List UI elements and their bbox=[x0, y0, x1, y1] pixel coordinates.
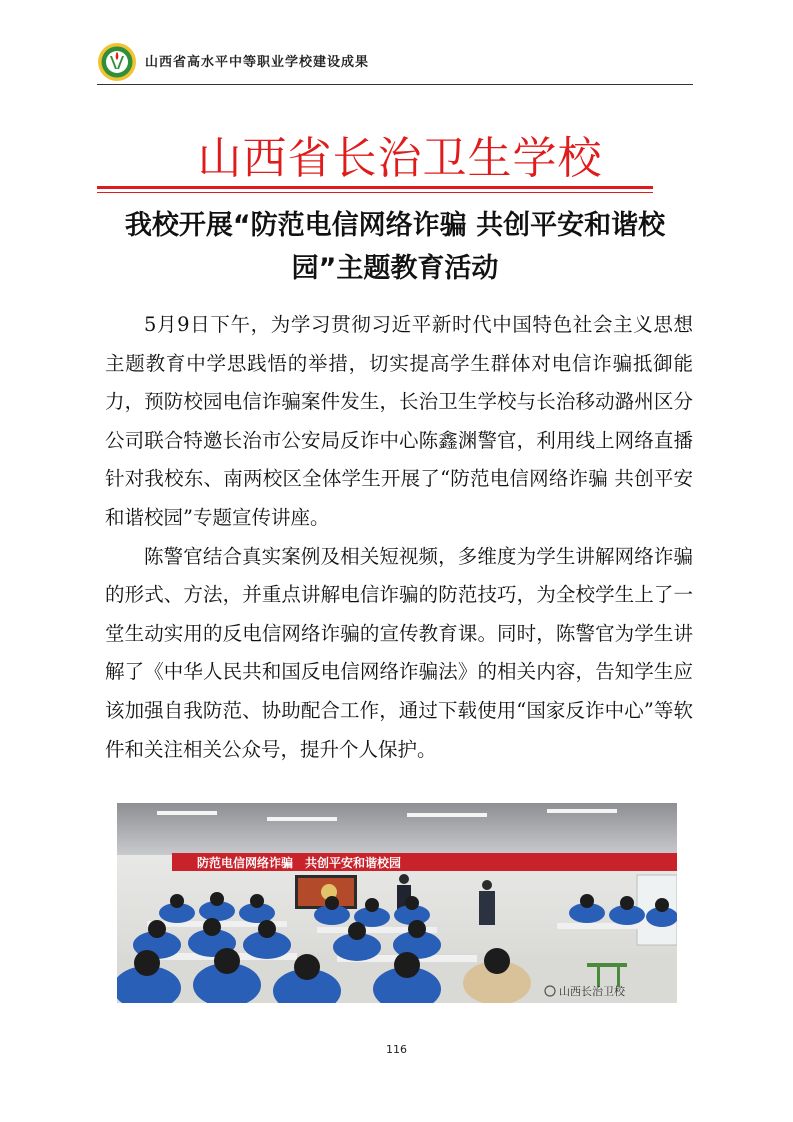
event-photo bbox=[117, 803, 677, 1003]
page-number: 116 bbox=[386, 1043, 407, 1056]
page-header bbox=[97, 40, 693, 84]
banner-text: 防范电信网络诈骗 共创平安和谐校园 bbox=[197, 856, 402, 870]
photo-watermark: 山西长治卫校 bbox=[559, 985, 625, 998]
header-divider bbox=[97, 84, 693, 85]
header-title: 山西省高水平中等职业学校建设成果 bbox=[145, 55, 370, 70]
article-title: 我校开展“防范电信网络诈骗 共创平安和谐校园”主题教育活动 bbox=[124, 210, 666, 284]
school-emblem-icon bbox=[97, 42, 137, 82]
title-divider-thin bbox=[97, 192, 653, 193]
article-body bbox=[105, 306, 693, 769]
paragraph-1: 5月9日下午，为学习贯彻习近平新时代中国特色社会主义思想主题教育中学思践悟的举措，切实提高学生群体对电信诈骗抵御能力，预防校园电信诈骗案件发生，长治卫生学校与长治移动潞州区分公司联合特邀长治市公安局反诈中心陈鑫渊警官，利用线上网络直播针对我校东、南两校区全体学生开展了“防范电信网络诈骗 共创平安和谐校园”专题宣传讲座。 bbox=[105, 313, 693, 529]
school-name-title: 山西省长治卫生学校 bbox=[197, 133, 603, 184]
classroom-scene bbox=[117, 803, 677, 1003]
paragraph-2: 陈警官结合真实案例及相关短视频，多维度为学生讲解网络诈骗的形式、方法，并重点讲解电信诈骗的防范技巧，为全校学生上了一堂生动实用的反电信网络诈骗的宣传教育课。同时，陈警官为学生讲解了《中华人民共和国反电信网络诈骗法》的相关内容，告知学生应该加强自我防范、协助配合工作，通过下载使用“国家反诈中心”等软件和关注相关公众号，提升个人保护。 bbox=[105, 544, 693, 761]
title-divider-thick bbox=[97, 186, 653, 189]
